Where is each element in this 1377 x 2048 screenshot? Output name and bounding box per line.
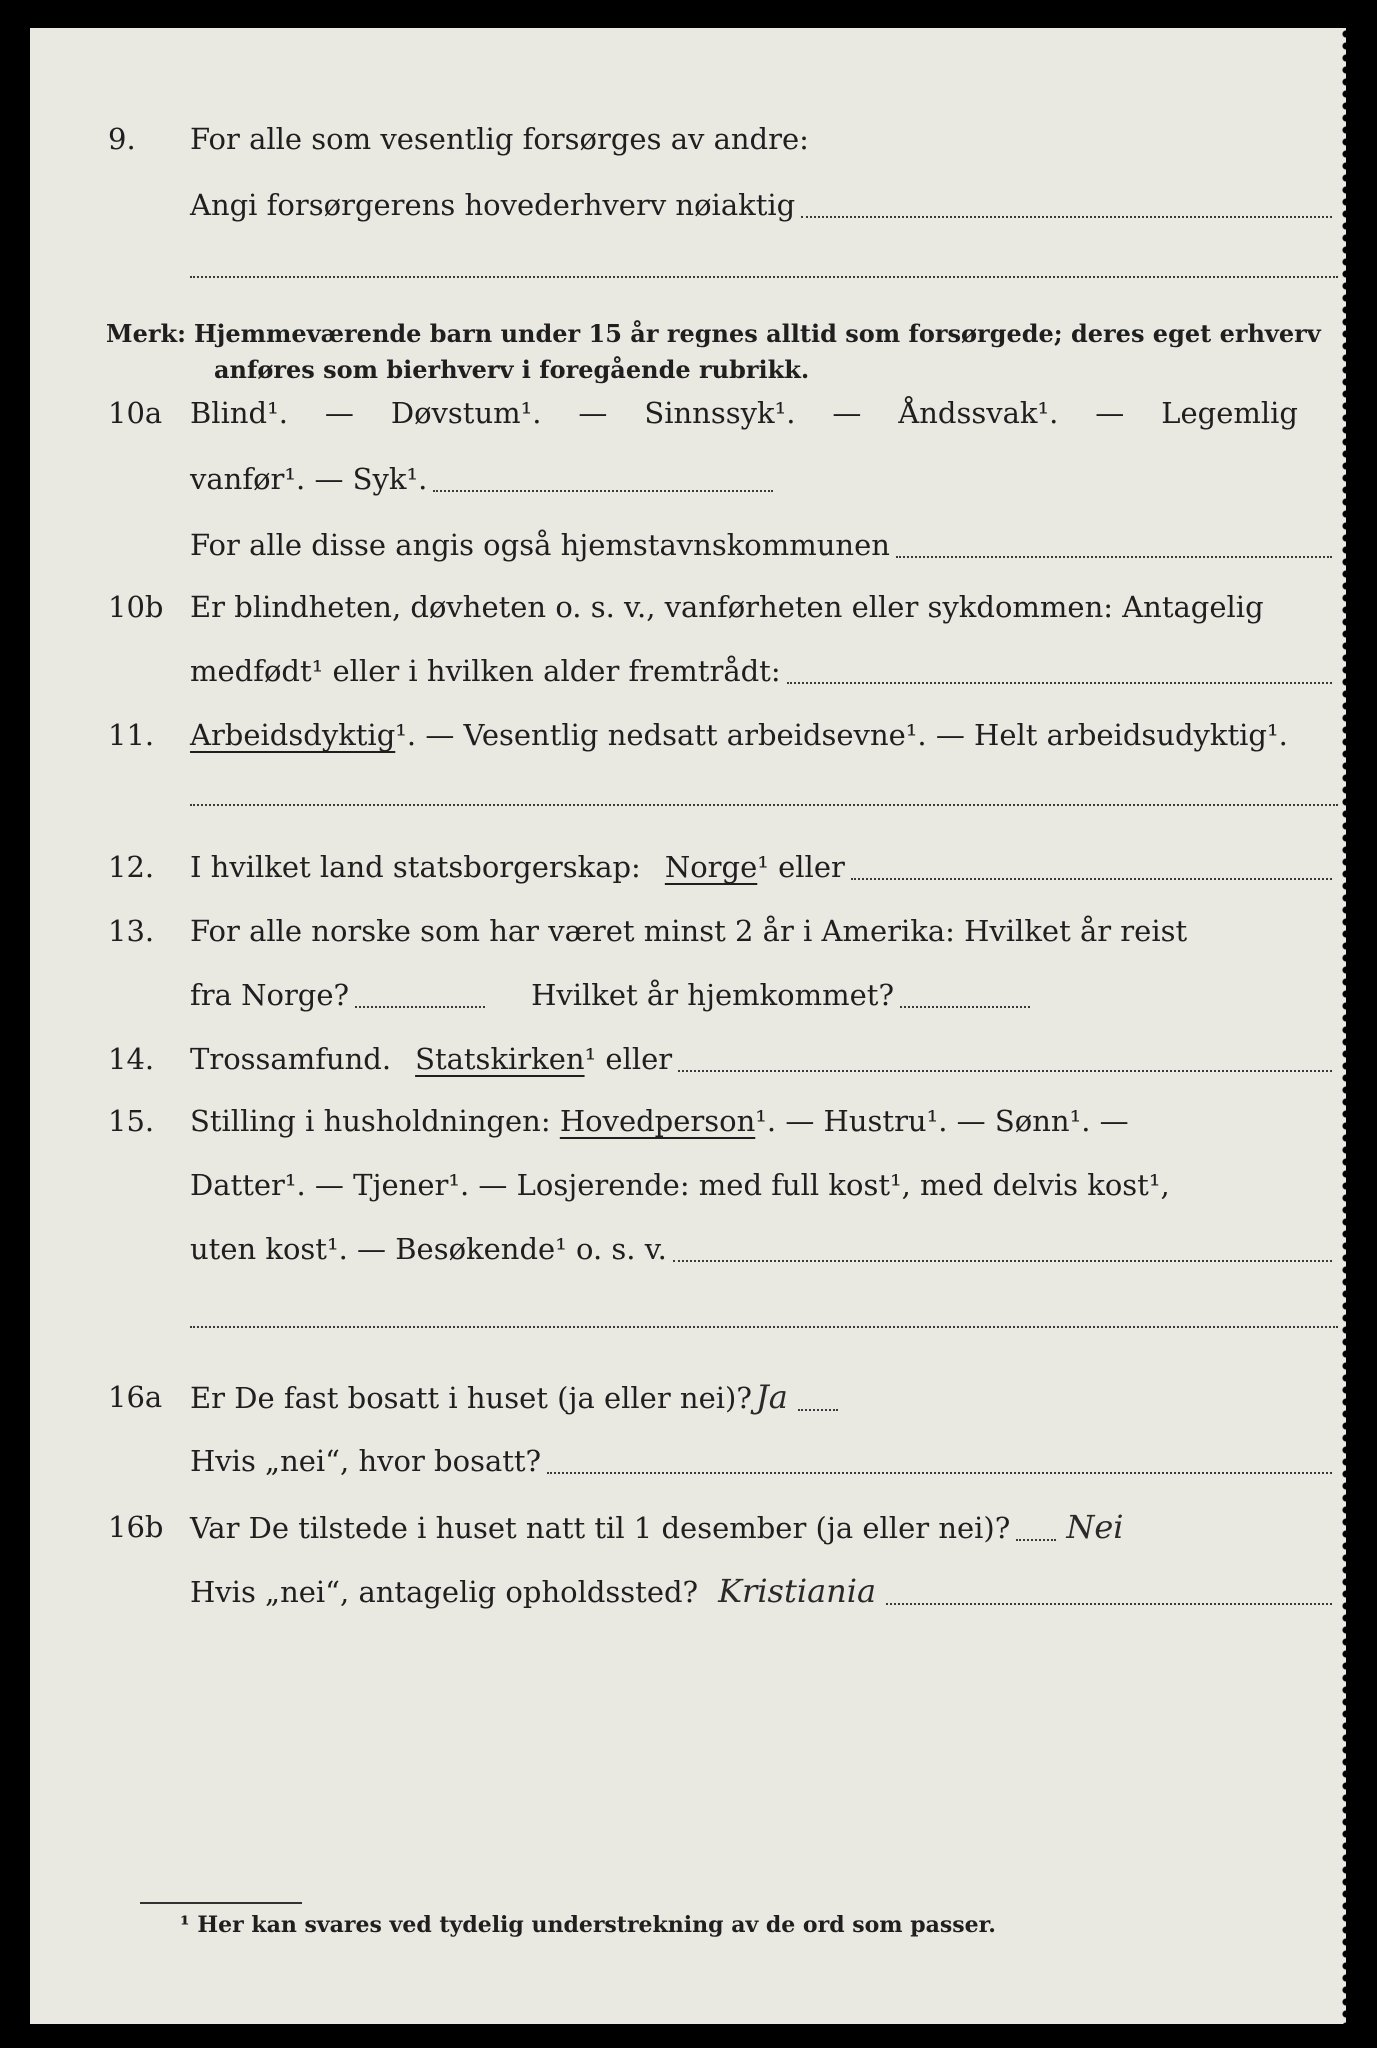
- question-text-post: ¹ eller: [584, 1042, 673, 1076]
- option-sinnssyk[interactable]: Sinnssyk¹.: [644, 396, 796, 430]
- question-text: Er De fast bosatt i huset (ja eller nei)?: [190, 1381, 752, 1415]
- question-number: 9.: [108, 122, 136, 156]
- footnote-text: Her kan svares ved tydelig understrekning av de ord som passer.: [197, 1912, 996, 1938]
- question-10a-line-2: [30, 456, 1346, 502]
- question-number: 16b: [108, 1510, 164, 1544]
- question-text-rest: ¹. — Vesentlig nedsatt arbeidsevne¹. — Helt arbeidsudyktig¹.: [395, 718, 1288, 752]
- question-text: [190, 1098, 1346, 1144]
- question-number: 13.: [108, 914, 155, 948]
- footnote: [180, 1912, 996, 1938]
- question-text: Hvis „nei“, hvor bosatt?: [190, 1444, 542, 1478]
- question-text: For alle disse angis også hjemstavnskommunen: [190, 528, 890, 562]
- question-text: Datter¹. — Tjener¹. — Losjerende: med full kost¹, med delvis kost¹,: [190, 1168, 1170, 1202]
- question-text: Var De tilstede i huset natt til 1 desember (ja eller nei)?: [190, 1511, 1011, 1545]
- answer-field[interactable]: [798, 1409, 838, 1411]
- answer-field[interactable]: [900, 1006, 1030, 1008]
- question-text: medfødt¹ eller i hvilken alder fremtrådt:: [190, 654, 781, 688]
- question-text: I hvilket land statsborgerskap:: [190, 850, 641, 884]
- question-15-line-1: [30, 1098, 1346, 1144]
- question-15-line-3: [30, 1226, 1346, 1272]
- answer-field[interactable]: [673, 1260, 1332, 1262]
- dash: —: [1095, 396, 1125, 430]
- option-legemlig[interactable]: Legemlig: [1161, 396, 1298, 430]
- question-number: 12.: [108, 850, 155, 884]
- option-blind[interactable]: Blind¹.: [190, 396, 288, 430]
- answer-field-blank[interactable]: [190, 1326, 1338, 1328]
- handwritten-answer-nei: Nei: [1066, 1508, 1124, 1546]
- footnote-rule: [140, 1902, 302, 1904]
- handwritten-answer-ja: Ja: [755, 1378, 788, 1416]
- question-text: fra Norge?: [190, 978, 350, 1012]
- question-12: [30, 844, 1346, 890]
- answer-field-blank[interactable]: [190, 804, 1338, 806]
- underlined-answer-statskirken[interactable]: Statskirken: [415, 1042, 585, 1076]
- dash: —: [324, 396, 354, 430]
- question-text: For alle som vesentlig forsørges av andre:: [190, 122, 809, 156]
- question-16b-line-1: [30, 1504, 1346, 1550]
- note-text-line-1: [194, 316, 1342, 352]
- dash: —: [832, 396, 862, 430]
- handwritten-answer-kristiania: Kristiania: [718, 1572, 877, 1610]
- answer-field[interactable]: [433, 490, 773, 492]
- question-16b-line-2: [30, 1568, 1346, 1614]
- question-text: uten kost¹. — Besøkende¹ o. s. v.: [190, 1232, 667, 1266]
- question-text: Trossamfund.: [190, 1042, 392, 1076]
- answer-field[interactable]: [896, 556, 1332, 558]
- footnote-mark: ¹: [180, 1912, 190, 1938]
- option-andssvak[interactable]: Åndssvak¹.: [898, 396, 1059, 430]
- answer-field[interactable]: [787, 682, 1332, 684]
- question-number: 14.: [108, 1042, 155, 1076]
- question-10a-line-1: [30, 390, 1346, 436]
- question-13-line-2: [30, 972, 1346, 1018]
- question-text: For alle norske som har været minst 2 år i Amerika: Hvilket år reist: [190, 914, 1188, 948]
- note-text: Hjemmeværende barn under 15 år regnes alltid som forsørgede; deres eget erhverv: [194, 319, 1321, 348]
- question-options: [190, 390, 1298, 436]
- answer-field[interactable]: [1016, 1539, 1056, 1541]
- question-text: Angi forsørgerens hovederhverv nøiaktig: [190, 188, 796, 222]
- question-10b-line-2: [30, 648, 1346, 694]
- question-text-post: ¹ eller: [757, 850, 845, 884]
- question-16a-line-2: [30, 1438, 1346, 1484]
- question-number: 10b: [108, 590, 164, 624]
- question-16a-line-1: [30, 1374, 1346, 1420]
- question-text-pre: Stilling i husholdningen:: [190, 1104, 551, 1138]
- answer-field[interactable]: [355, 1006, 485, 1008]
- question-number: 10a: [108, 396, 163, 430]
- question-text-post: ¹. — Hustru¹. — Sønn¹. —: [755, 1104, 1129, 1138]
- dash: —: [578, 396, 608, 430]
- answer-field[interactable]: [851, 878, 1332, 880]
- underlined-answer-hovedperson[interactable]: Hovedperson: [559, 1104, 756, 1138]
- question-11-line-1: [30, 712, 1346, 758]
- underlined-answer-arbeidsdyktig[interactable]: Arbeidsdyktig: [190, 718, 396, 752]
- question-number: 11.: [108, 718, 155, 752]
- question-text: Hvilket år hjemkommet?: [531, 978, 895, 1012]
- answer-field[interactable]: [801, 216, 1332, 218]
- note-label: Merk:: [106, 319, 186, 348]
- question-14: [30, 1036, 1346, 1082]
- note-text-line-2: anføres som bierhverv i foregående rubrikk.: [214, 355, 810, 384]
- question-text: Hvis „nei“, antagelig opholdssted?: [190, 1575, 699, 1609]
- question-10a-line-3: [30, 522, 1346, 568]
- question-number: 15.: [108, 1104, 155, 1138]
- question-text: vanfør¹. — Syk¹.: [190, 462, 428, 496]
- answer-field[interactable]: [547, 1472, 1332, 1474]
- question-text: [190, 712, 1346, 758]
- answer-field[interactable]: [886, 1603, 1332, 1605]
- underlined-answer-norge[interactable]: Norge: [664, 850, 758, 884]
- question-15-line-2: [30, 1162, 1346, 1208]
- question-13-line-1: [30, 908, 1346, 954]
- question-9-line-1: [30, 116, 1346, 162]
- question-9-line-2: [30, 182, 1346, 228]
- answer-field-blank[interactable]: [190, 276, 1338, 278]
- question-number: 16a: [108, 1380, 163, 1414]
- answer-field[interactable]: [678, 1070, 1332, 1072]
- census-form-page: [30, 28, 1346, 2024]
- question-10b-line-1: [30, 584, 1346, 630]
- option-dovstum[interactable]: Døvstum¹.: [390, 396, 542, 430]
- question-text: Er blindheten, døvheten o. s. v., vanførheten eller sykdommen: Antagelig: [190, 590, 1264, 624]
